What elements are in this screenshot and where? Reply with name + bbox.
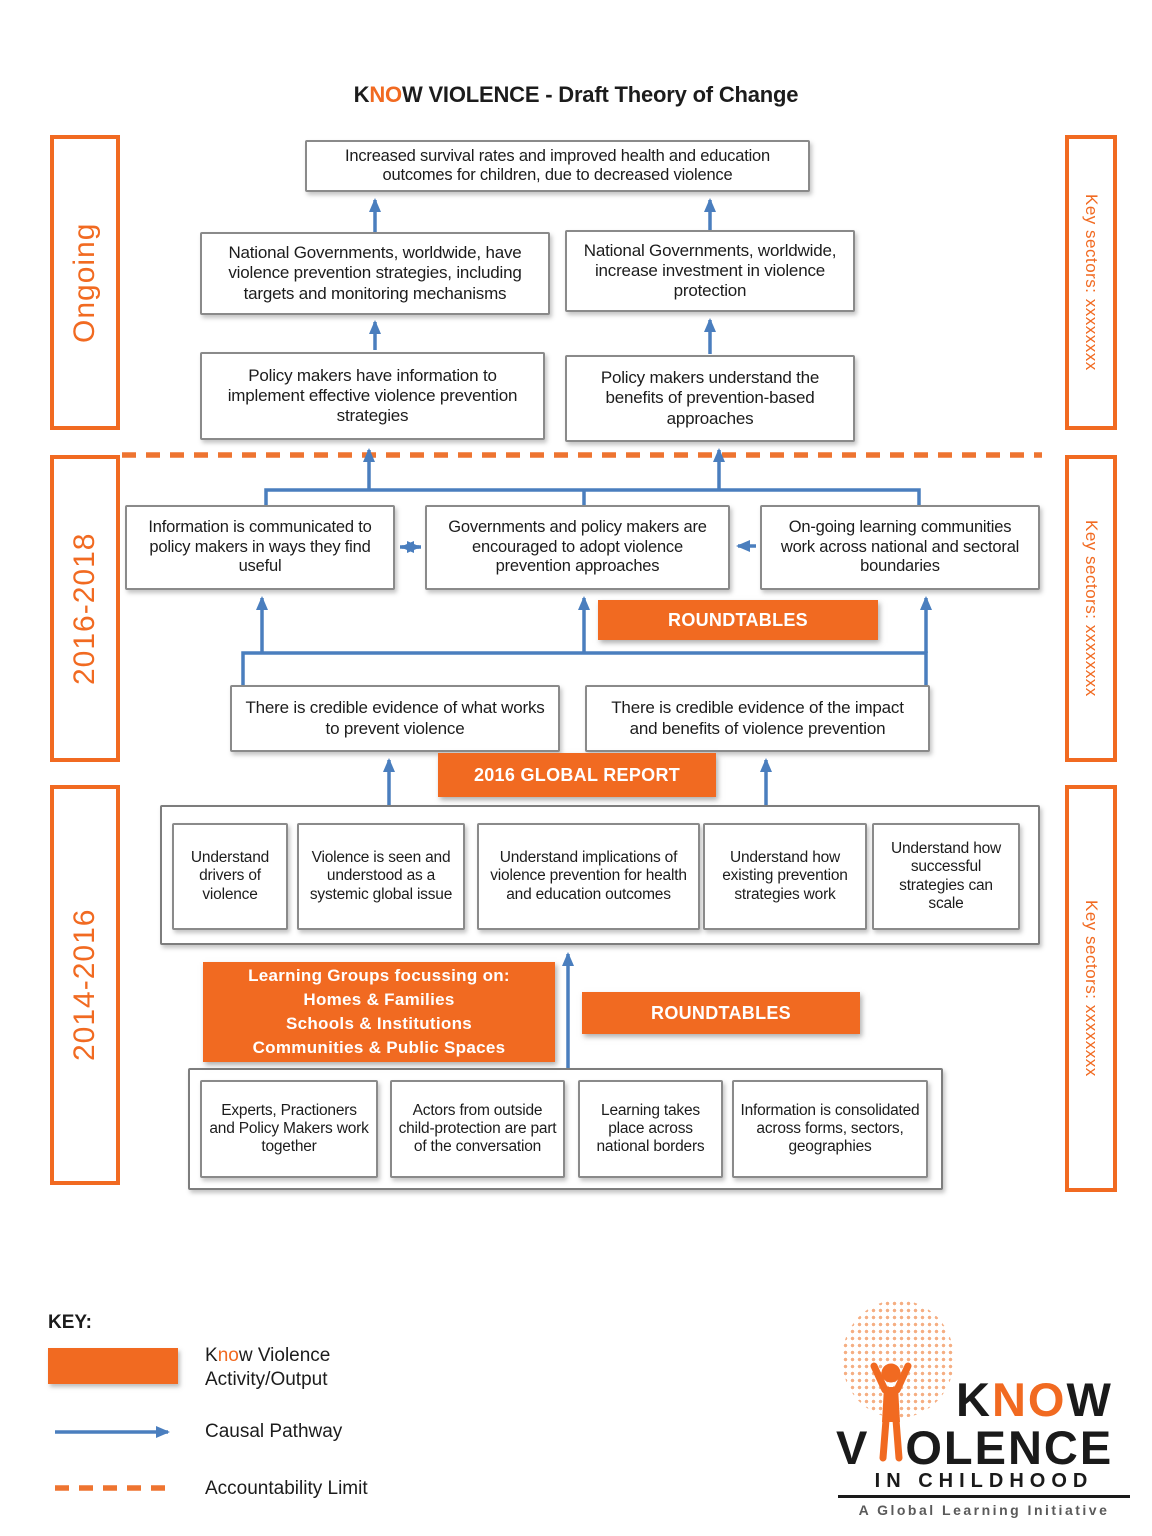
box-evidence-works: There is credible evidence of what works to prevent violence [230, 685, 560, 752]
legend-activity-k: K [205, 1345, 218, 1366]
logo-violence-post: OLENCE [905, 1421, 1114, 1474]
learning-groups-activity-box [203, 962, 555, 1062]
box-information-consolidated: Information is consolidated across forms, sectors, geographies [732, 1080, 928, 1178]
learning-groups-line: Schools & Institutions [285, 1014, 473, 1033]
legend-activity-label [205, 1344, 330, 1392]
learning-groups-line: Communities & Public Spaces [252, 1037, 506, 1057]
legend-activity-swatch [48, 1348, 178, 1384]
learning-groups-title: Learning Groups focussing on: [248, 966, 510, 986]
box-violence-systemic: Violence is seen and understood as a systemic global issue [297, 823, 465, 930]
roundtables-activity-box-2: ROUNDTABLES [582, 992, 860, 1034]
box-evidence-impact: There is credible evidence of the impact and benefits of violence prevention [585, 685, 930, 752]
title-text: K [353, 82, 370, 107]
legend-activity-rest: w Violence [238, 1345, 331, 1366]
box-gov-investment: National Governments, worldwide, increase investment in violence protection [565, 230, 855, 312]
timeline-label-2014-2016: 2014-2016 [50, 785, 120, 1185]
legend-activity-line2: Activity/Output [205, 1368, 328, 1390]
box-gov-encouraged: Governments and policy makers are encouraged to adopt violence prevention approaches [425, 505, 730, 590]
box-understand-implications: Understand implications of violence prevention for health and education outcomes [477, 823, 700, 930]
box-experts-together: Experts, Practioners and Policy Makers work together [200, 1080, 378, 1178]
title-accent-text: NO [369, 82, 402, 107]
logo-know-accent: NO [991, 1373, 1067, 1426]
logo-know-post: W [1066, 1373, 1113, 1426]
logo-know-text [956, 1372, 1113, 1427]
logo-divider [838, 1495, 1130, 1498]
timeline-label-ongoing: Ongoing [50, 135, 120, 430]
box-outside-actors: Actors from outside child-protection are part of the conversation [390, 1080, 565, 1178]
learning-groups-line: Homes & Families [303, 990, 455, 1010]
key-sectors-label-top: Key sectors: xxxxxxxx [1065, 135, 1117, 430]
logo-tagline: A Global Learning Initiative [858, 1502, 1110, 1518]
key-sectors-label-bottom: Key sectors: xxxxxxxx [1065, 785, 1117, 1192]
logo-violence-text [836, 1420, 1113, 1475]
box-learning-communities: On-going learning communities work across national and sectoral boundaries [760, 505, 1040, 590]
legend-accountability-label: Accountability Limit [205, 1478, 368, 1499]
box-outcome-top: Increased survival rates and improved health and education outcomes for children, due to decreased violence [305, 140, 810, 192]
know-violence-logo [828, 1292, 1140, 1524]
legend-heading: KEY: [48, 1312, 92, 1333]
logo-subtitle: IN CHILDHOOD [874, 1470, 1094, 1492]
legend-causal-label: Causal Pathway [205, 1421, 343, 1442]
box-info-communicated: Information is communicated to policy makers in ways they find useful [125, 505, 395, 590]
timeline-label-2016-2018: 2016-2018 [50, 455, 120, 762]
box-policy-benefits: Policy makers understand the benefits of prevention-based approaches [565, 355, 855, 442]
title-rest-text: W VIOLENCE - Draft Theory of Change [401, 82, 799, 107]
page-title [0, 82, 1152, 108]
box-learning-borders: Learning takes place across national borders [578, 1080, 723, 1178]
box-gov-strategies: National Governments, worldwide, have violence prevention strategies, including targets and monitoring mechanisms [200, 232, 550, 315]
logo-violence-pre: V [836, 1421, 870, 1474]
roundtables-activity-box-1: ROUNDTABLES [598, 600, 878, 640]
box-understand-scale: Understand how successful strategies can scale [872, 823, 1020, 930]
logo-know-pre: K [956, 1373, 992, 1426]
legend-activity-accent: no [217, 1345, 239, 1366]
box-understand-existing: Understand how existing prevention strategies work [703, 823, 867, 930]
global-report-activity-box: 2016 GLOBAL REPORT [438, 753, 716, 797]
box-understand-drivers: Understand drivers of violence [172, 823, 288, 930]
key-sectors-label-mid: Key sectors: xxxxxxxx [1065, 455, 1117, 762]
box-policy-info: Policy makers have information to implement effective violence prevention strategies [200, 352, 545, 440]
